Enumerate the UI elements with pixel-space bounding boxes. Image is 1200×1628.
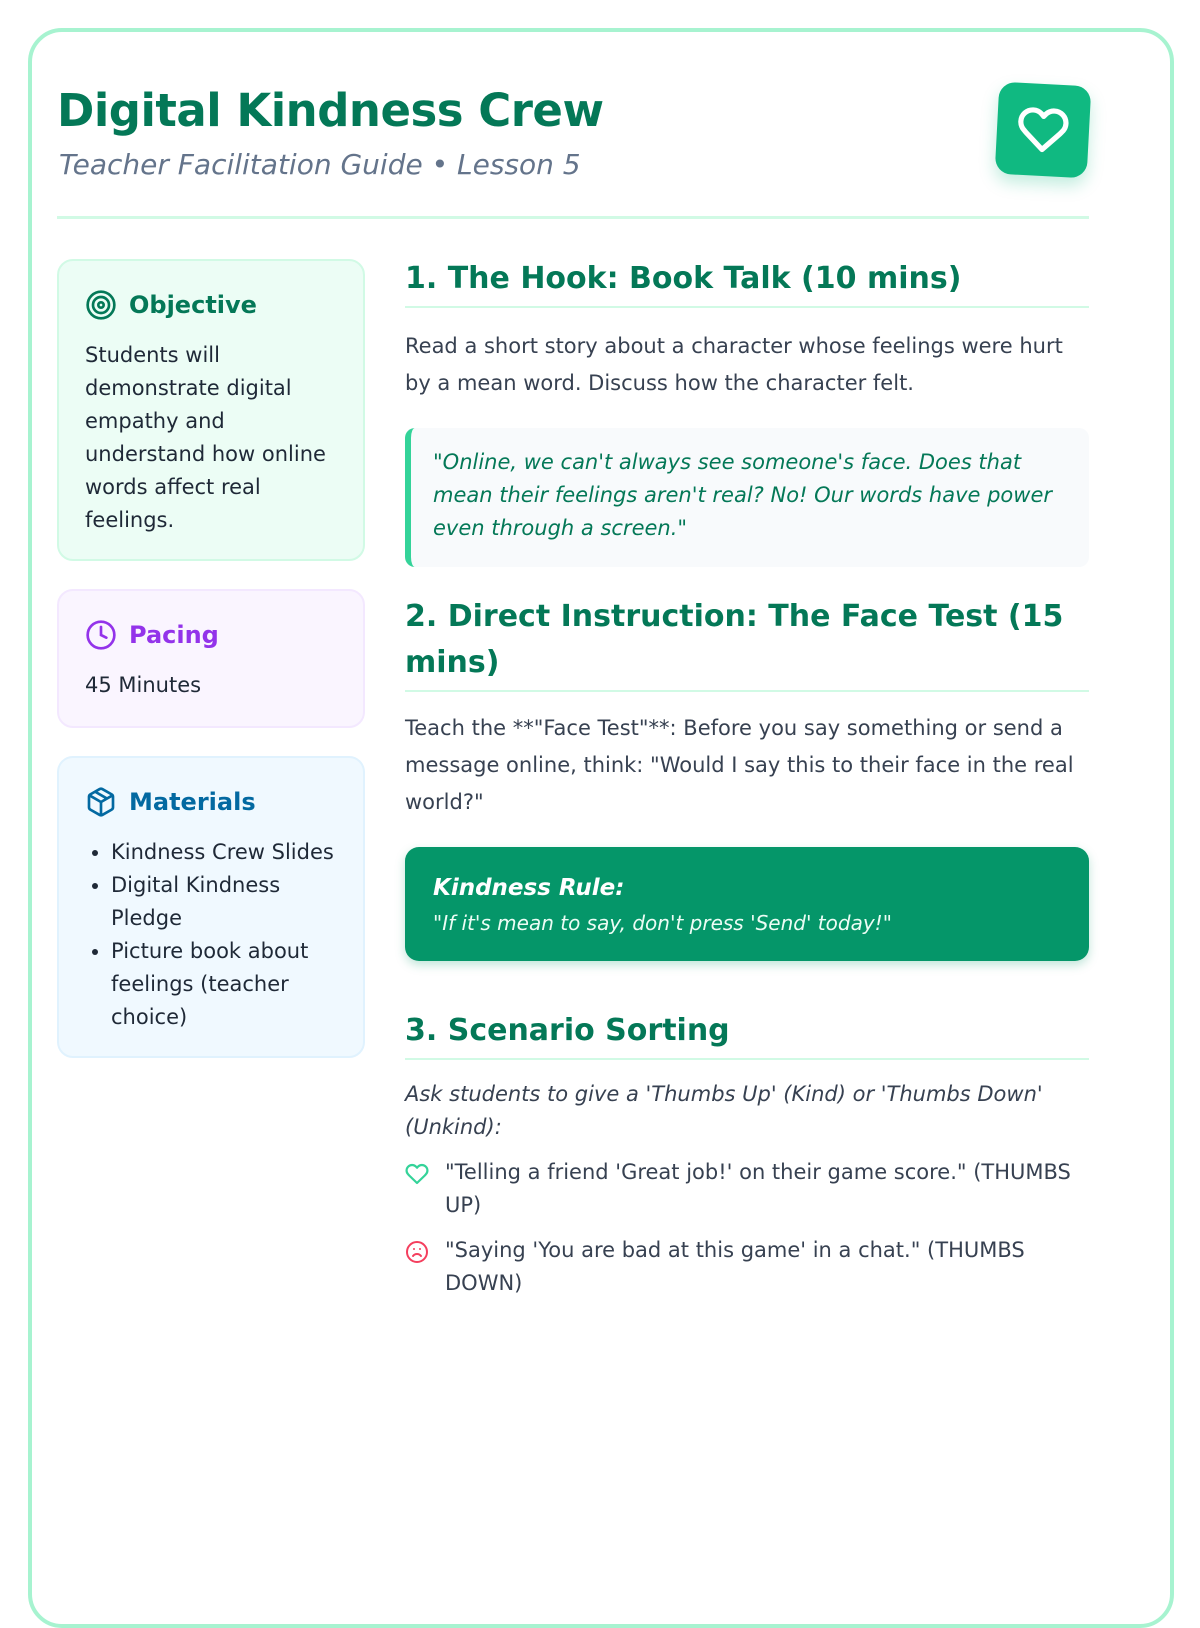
scenario-item <box>405 1234 1089 1300</box>
pacing-title: Pacing <box>129 621 219 649</box>
materials-item: • Picture book about feelings (teacher choice) <box>111 935 337 1034</box>
page-subtitle: Teacher Facilitation Guide • Lesson 5 <box>59 148 581 181</box>
heart-outline-icon <box>405 1162 429 1186</box>
scenario-item <box>405 1156 1089 1222</box>
heart-logo-badge <box>995 82 1092 179</box>
scenario-text: "Saying 'You are bad at this game' in a chat." (THUMBS DOWN) <box>445 1238 1025 1295</box>
section-sorting <box>405 1008 1089 1300</box>
header <box>57 56 1089 220</box>
clock-icon <box>85 619 117 651</box>
objective-box <box>57 259 365 561</box>
frown-icon <box>405 1240 429 1264</box>
materials-box <box>57 756 365 1058</box>
section-hook <box>405 256 1089 567</box>
materials-item: • Digital Kindness Pledge <box>111 869 337 935</box>
pacing-box <box>57 589 365 728</box>
objective-title: Objective <box>129 291 257 319</box>
materials-item: • Kindness Crew Slides <box>111 836 337 869</box>
rule-text: "If it's mean to say, don't press 'Send' today!" <box>433 911 892 935</box>
section-text: Teach the **"Face Test"**: Before you say something or send a message online, think: "Would I say this to their face in the real world?" <box>405 716 1074 814</box>
section-text: Read a short story about a character whose feelings were hurt by a mean word. Discuss how the character felt. <box>405 334 1063 395</box>
kindness-rule-callout <box>405 847 1089 961</box>
target-icon <box>85 289 117 321</box>
materials-list <box>85 836 337 1034</box>
section-instruction <box>405 594 1089 961</box>
scenario-text: "Telling a friend 'Great job!' on their game score." (THUMBS UP) <box>445 1160 1071 1217</box>
section-title: 2. Direct Instruction: The Face Test (15 mins) <box>405 594 1089 692</box>
section-intro: Ask students to give a 'Thumbs Up' (Kind) or 'Thumbs Down' (Unkind): <box>405 1082 1043 1139</box>
rule-title: Kindness Rule: <box>433 875 625 901</box>
quote-text: "Online, we can't always see someone's face. Does that mean their feelings aren't real? No! Our words have power even through a screen." <box>433 450 1052 540</box>
header-divider <box>57 216 1089 219</box>
section-title: 1. The Hook: Book Talk (10 mins) <box>405 256 1089 308</box>
materials-title: Materials <box>129 788 256 816</box>
page-title: Digital Kindness Crew <box>57 84 604 137</box>
pacing-text: 45 Minutes <box>85 673 202 697</box>
section-title: 3. Scenario Sorting <box>405 1008 1089 1060</box>
box-icon <box>85 786 117 818</box>
quote-block <box>405 428 1089 567</box>
objective-text: Students will demonstrate digital empathy and understand how online words affect real feelings. <box>85 343 326 532</box>
heart-icon <box>1016 103 1071 158</box>
